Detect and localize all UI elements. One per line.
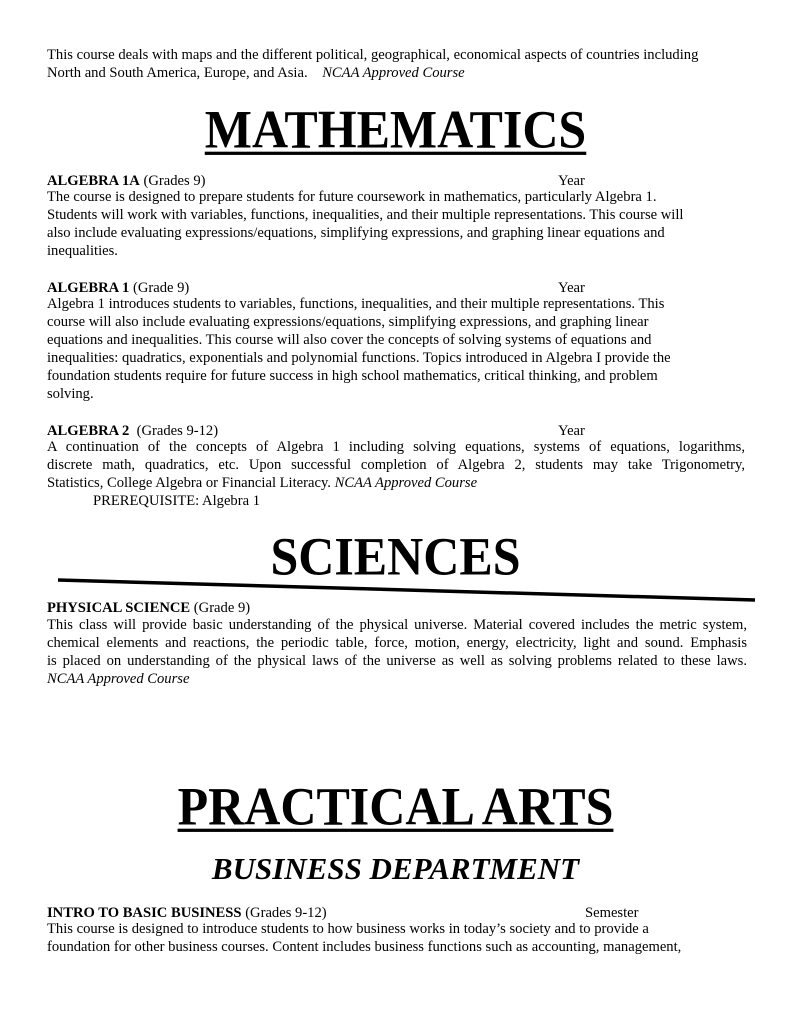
- text-line: The course is designed to prepare students for future coursework in mathematics, particularly Algebra 1.: [47, 189, 657, 205]
- text-line: solving.: [47, 385, 94, 402]
- course-title: ALGEBRA 1A: [47, 173, 140, 189]
- text-line: also include evaluating expressions/equations, simplifying expressions, and graphing linear equations and: [47, 224, 665, 241]
- course-title: INTRO TO BASIC BUSINESS: [47, 905, 242, 921]
- course-term: Semester: [585, 905, 639, 921]
- course-term: Year: [558, 423, 585, 439]
- course-description: [47, 617, 747, 689]
- course-title: PHYSICAL SCIENCE: [47, 600, 191, 616]
- course-grades: (Grades 9-12): [245, 905, 327, 921]
- text-line: discrete math, quadratics, etc. Upon successful completion of Algebra 2, students may take Trigonometry,: [47, 456, 745, 473]
- course-grades: (Grade 9): [132, 280, 190, 296]
- text-line: A continuation of the concepts of Algebra 1 including solving equations, systems of equations, logarithms,: [47, 439, 745, 455]
- text-line: chemical elements and reactions, the periodic table, force, motion, energy, electricity, light and sound. Emphasis: [47, 634, 747, 651]
- department-heading-business: BUSINESS DEPARTMENT: [211, 851, 580, 886]
- text-line: Algebra 1 introduces students to variables, functions, inequalities, and their multiple representations. This: [47, 296, 665, 312]
- ncaa-note: [47, 671, 747, 689]
- course-description: [47, 921, 745, 957]
- course-title: ALGEBRA 2: [47, 423, 130, 439]
- course-grades: (Grades 9): [143, 173, 206, 189]
- course-grades: (Grades 9-12): [136, 423, 219, 439]
- course-grades: (Grade 9): [193, 600, 251, 616]
- course-term: Year: [558, 280, 585, 296]
- text-line-content: North and South America, Europe, and Asia.: [47, 64, 308, 81]
- text-line: This class will provide basic understanding of the physical universe. Material covered includes the metric system,: [47, 617, 747, 633]
- text-line: This course is designed to introduce students to how business works in today’s society and to provide a: [47, 921, 649, 937]
- ncaa-note-text: NCAA Approved Course: [47, 670, 190, 687]
- text-line: foundation students require for future success in high school mathematics, critical thinking, and problem: [47, 367, 658, 384]
- prerequisite: PREREQUISITE: Algebra 1: [93, 492, 261, 509]
- heading-text: PRACTICAL ARTS: [177, 775, 614, 837]
- course-header-intro-basic-business: [47, 904, 745, 922]
- text-line: is placed on understanding of the physical laws of the universe as well as solving problems related to these laws.: [47, 652, 747, 669]
- course-title: ALGEBRA 1: [47, 280, 130, 296]
- text-line: foundation for other business courses. Content includes business functions such as accounting, management,: [47, 938, 682, 955]
- ncaa-note: NCAA Approved Course: [322, 64, 465, 81]
- text-line: inequalities: quadratics, exponentials and polynomial functions. Topics introduced in Algebra I provide the: [47, 349, 671, 366]
- text-line: equations and inequalities. This course will also cover the concepts of solving systems of equations and: [47, 331, 652, 348]
- text-line: This course deals with maps and the different political, geographical, economical aspects of countries including: [47, 47, 699, 63]
- text-line: Students will work with variables, functions, inequalities, and their multiple representations. This course will: [47, 206, 684, 223]
- text-line-content: Statistics, College Algebra or Financial Literacy.: [47, 474, 331, 491]
- text-line: inequalities.: [47, 242, 118, 259]
- course-term: Year: [558, 173, 585, 189]
- course-header-physical-science: [47, 599, 745, 617]
- section-heading-practical-arts: [0, 776, 791, 836]
- text-line: course will also include evaluating expressions/equations, simplifying expressions, and graphing linear: [47, 313, 649, 330]
- ncaa-note: NCAA Approved Course: [334, 474, 478, 491]
- heading-text: MATHEMATICS: [204, 98, 587, 160]
- section-heading-sciences: SCIENCES: [270, 525, 521, 587]
